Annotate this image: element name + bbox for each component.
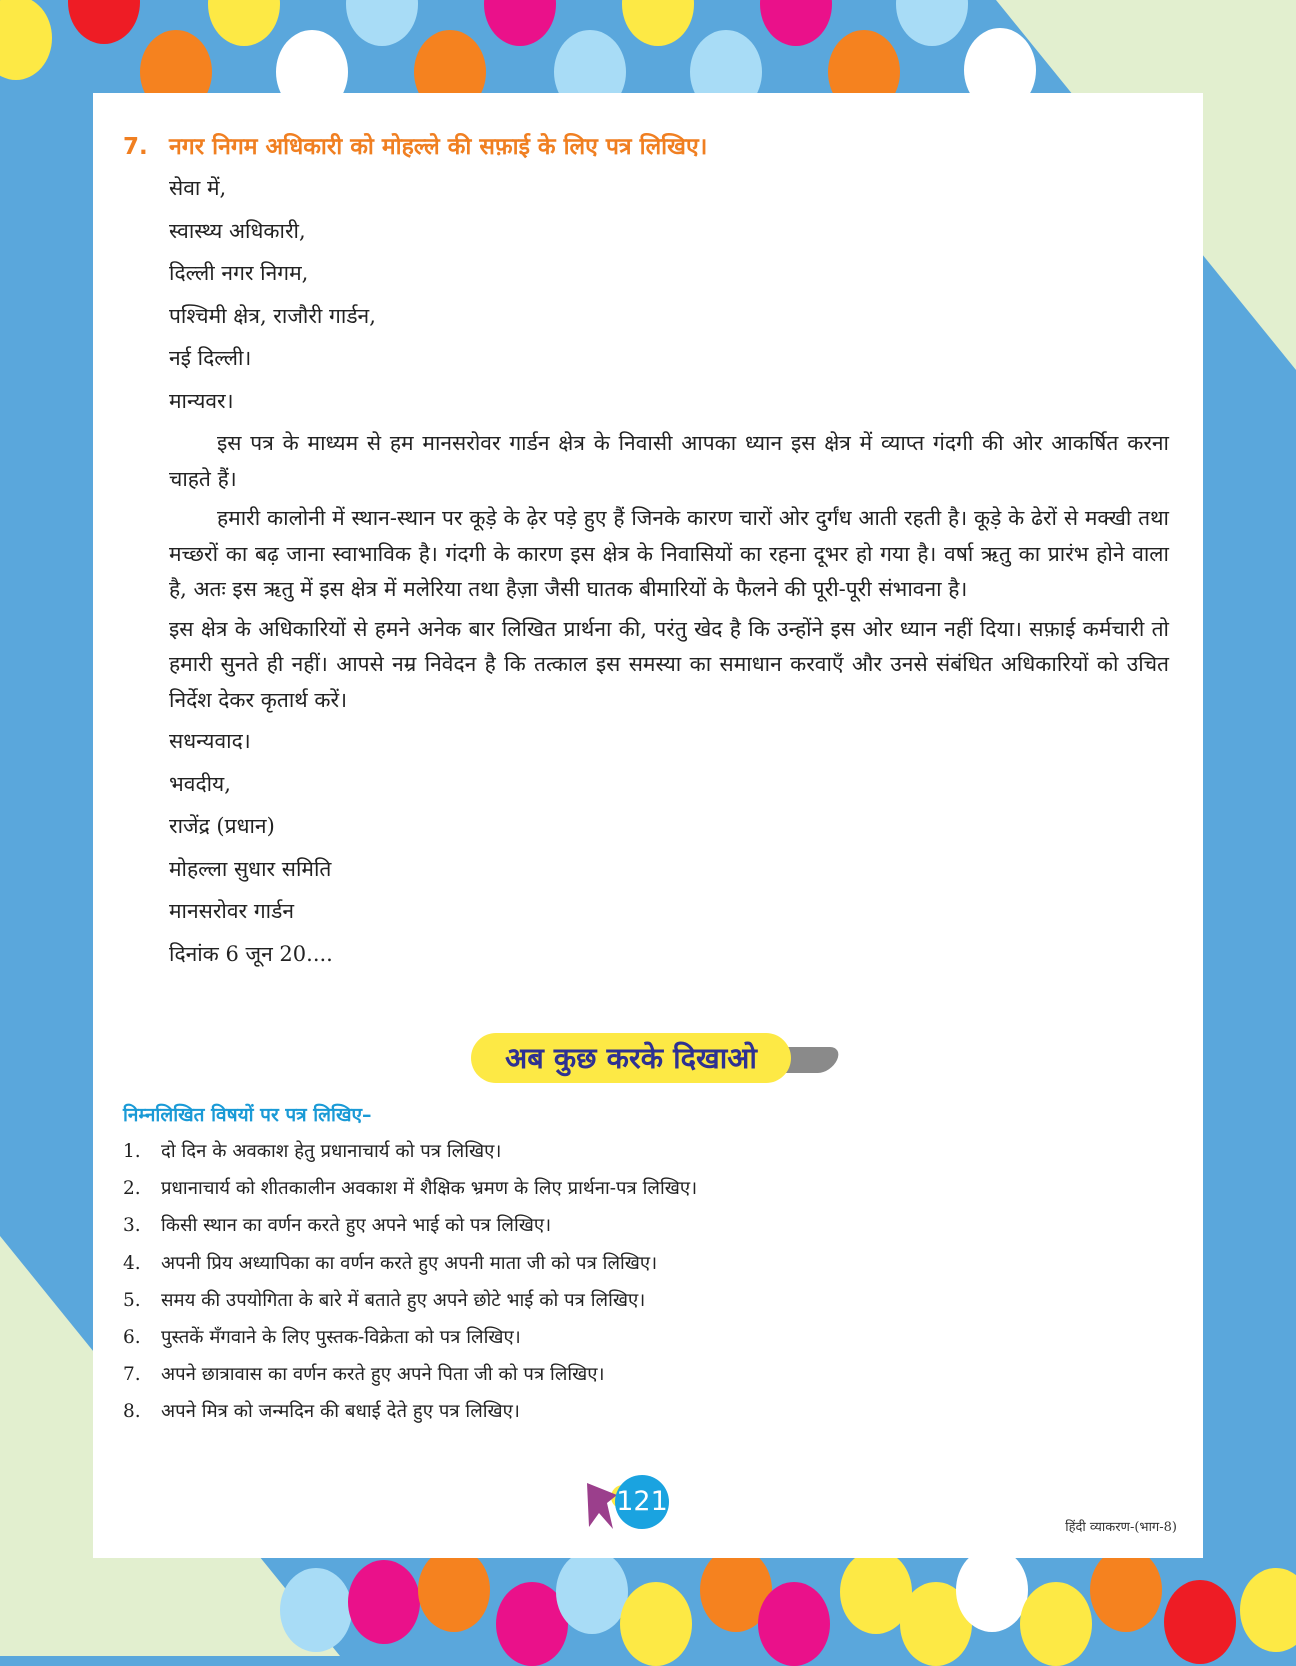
address-line: सेवा में, [169, 176, 227, 200]
decorative-dot [208, 0, 280, 46]
decorative-dot [758, 1582, 830, 1666]
item-number: 7. [123, 1364, 141, 1386]
question-title [123, 129, 707, 161]
address-line: स्वास्थ्य अधिकारी, [169, 218, 306, 243]
list-item [123, 1393, 697, 1430]
letter-body [169, 167, 1169, 975]
decorative-dot [1240, 1568, 1296, 1652]
letter-paragraph: इस पत्र के माध्यम से हम मानसरोवर गार्डन क्षेत्र के निवासी आपका ध्यान इस क्षेत्र में व्याप्त गंदगी की ओर आकर्षित करना चाहते हैं। [169, 431, 1169, 491]
item-number: 4. [123, 1252, 141, 1274]
decorative-dot [620, 1582, 692, 1666]
book-footer: हिंदी व्याकरण-(भाग-8) [1065, 1520, 1177, 1535]
letter-paragraph: इस क्षेत्र के अधिकारियों से हमने अनेक बार लिखित प्रार्थना की, परंतु खेद है कि उन्होंने इस ओर ध्यान नहीं दिया। सफ़ाई कर्मचारी तो हमारी सुनते ही नहीं। आपसे नम्र निवेदन है कि तत्काल इस समस्या का समाधान करवाएँ और उनसे संबंधित अधिकारियों को उचित निर्देश देकर कृतार्थ करें। [169, 616, 1169, 712]
decorative-dot [0, 0, 52, 80]
item-text: अपने छात्रावास का वर्णन करते हुए अपने पिता जी को पत्र लिखिए। [161, 1364, 605, 1386]
question-text: नगर निगम अधिकारी को मोहल्ले की सफ़ाई के लिए पत्र लिखिए। [169, 134, 708, 160]
decorative-dot [280, 1568, 352, 1652]
list-item [123, 1319, 697, 1356]
sender-name: राजेंद्र (प्रधान) [169, 814, 275, 838]
decorative-dot [556, 1550, 628, 1634]
banner-label: अब कुछ करके दिखाओ [471, 1033, 791, 1083]
item-number: 6. [123, 1326, 141, 1348]
decorative-dot [484, 0, 556, 46]
activity-banner [471, 1033, 831, 1085]
letter-date: दिनांक 6 जून 20.... [169, 941, 333, 966]
item-text: समय की उपयोगिता के बारे में बताते हुए अपने छोटे भाई को पत्र लिखिए। [161, 1289, 646, 1311]
decorative-dot [346, 0, 418, 46]
closing-line: भवदीय, [169, 771, 231, 796]
letter-paragraph: हमारी कालोनी में स्थान-स्थान पर कूड़े के ढ़ेर पड़े हुए हैं जिनके कारण चारों ओर दुर्गंध आती रहती है। कूड़े के ढेरों से मक्खी तथा मच्छरों का बढ़ जाना स्वाभाविक है। गंदगी के कारण इस क्षेत्र के निवासियों का रहना दूभर हो गया है। वर्षा ऋतु का प्रारंभ होने वाला है, अतः इस ऋतु में इस क्षेत्र में मलेरिया तथा हैज़ा जैसी घातक बीमारियों के फैलने की पूरी-पूरी संभावना है। [169, 506, 1169, 601]
item-text: पुस्तकें मँगवाने के लिए पुस्तक-विक्रेता को पत्र लिखिए। [161, 1326, 521, 1348]
closing-line: सधन्यवाद। [169, 729, 251, 753]
exercise-heading: निम्नलिखित विषयों पर पत्र लिखिए– [123, 1104, 372, 1126]
decorative-dot [1164, 1580, 1236, 1664]
decorative-dot [1090, 1548, 1162, 1632]
list-item [123, 1207, 697, 1244]
decorative-dot [622, 0, 694, 46]
page-number-badge [581, 1473, 671, 1533]
decorative-dot [348, 1560, 420, 1644]
item-number: 3. [123, 1215, 141, 1237]
question-number: 7. [123, 134, 148, 160]
sender-address: मानसरोवर गार्डन [169, 899, 294, 923]
list-item [123, 1282, 697, 1319]
address-line: दिल्ली नगर निगम, [169, 261, 309, 285]
decorative-dot [1020, 1582, 1092, 1666]
item-text: प्रधानाचार्य को शीतकालीन अवकाश में शैक्षिक भ्रमण के लिए प्रार्थना-पत्र लिखिए। [161, 1178, 698, 1200]
exercise-list [123, 1133, 697, 1431]
page-number: 121 [615, 1475, 669, 1529]
decorative-dot [896, 0, 968, 46]
item-text: किसी स्थान का वर्णन करते हुए अपने भाई को पत्र लिखिए। [161, 1215, 552, 1237]
item-text: अपनी प्रिय अध्यापिका का वर्णन करते हुए अपनी माता जी को पत्र लिखिए। [161, 1252, 658, 1274]
decorative-dot [68, 0, 140, 44]
item-text: दो दिन के अवकाश हेतु प्रधानाचार्य को पत्र लिखिए। [161, 1141, 502, 1162]
item-number: 5. [123, 1289, 141, 1311]
list-item [123, 1245, 697, 1282]
item-number: 8. [123, 1401, 141, 1423]
decorative-dot [956, 1548, 1028, 1632]
sender-organization: मोहल्ला सुधार समिति [169, 856, 332, 881]
content-page [93, 93, 1203, 1558]
salutation: मान्यवर। [169, 388, 234, 413]
item-number: 1. [123, 1141, 141, 1162]
item-text: अपने मित्र को जन्मदिन की बधाई देते हुए पत्र लिखिए। [161, 1401, 520, 1423]
decorative-dot [418, 1548, 490, 1632]
list-item [123, 1170, 697, 1207]
list-item [123, 1356, 697, 1393]
decorative-dot [760, 0, 832, 46]
item-number: 2. [123, 1178, 141, 1200]
address-line: पश्चिमी क्षेत्र, राजौरी गार्डन, [169, 303, 376, 328]
list-item [123, 1133, 697, 1170]
address-line: नई दिल्ली। [169, 346, 252, 370]
